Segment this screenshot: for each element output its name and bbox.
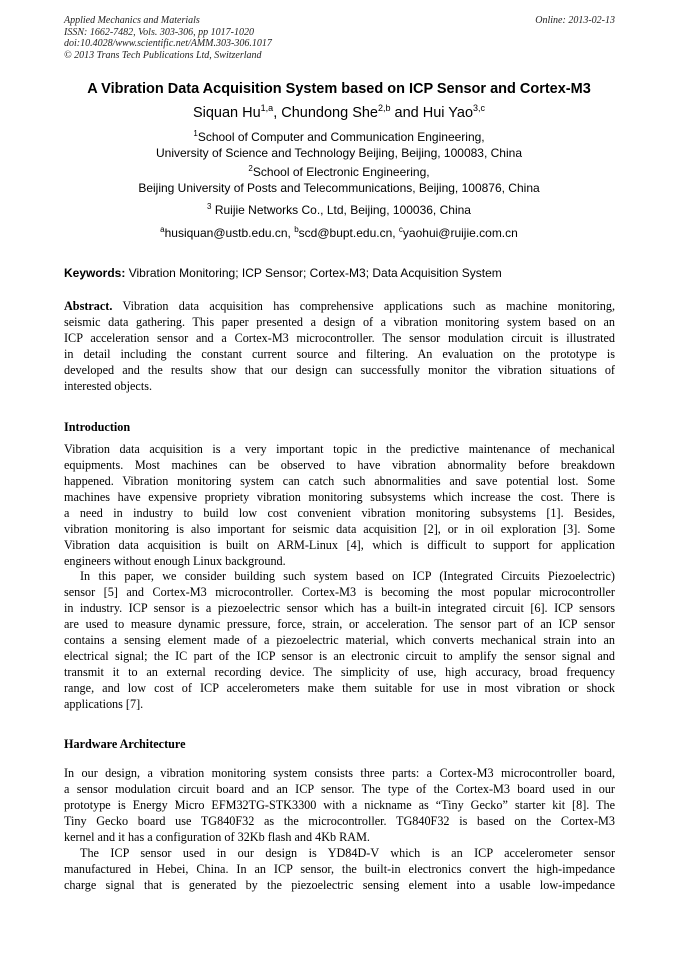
affiliation-1: $^1$School of Computer and Communication Engineering, University of Science and Technology Beijing, Beijing, 100083, China — [155, 129, 522, 160]
section-heading-introduction: Introduction — [64, 420, 131, 434]
keywords — [64, 266, 615, 280]
journal-header — [64, 15, 615, 61]
hardware-paragraph-1: In our design, a vibration monitoring system consists three parts: a Cortex-M3 microcontroller board, a sensor modulation circuit board and an ICP sensor. The type of the Cortex-M3 board used in our prototype is Energy Micro EFM32TG-STK3300 with a nickname as “Tiny Gecko” starter kit [8]. The Tiny Gecko board use TG840F32 as the microcontroller. TG840F32 is based on the Cortex-M3 kernel and it has a configuration of 32Kb flash and 4Kb RAM. — [64, 766, 615, 844]
affiliation-2: $^2$School of Electronic Engineering, Beijing University of Posts and Telecommunications, Beijing, 100876, China — [138, 164, 540, 195]
journal-name: Applied Mechanics and Materials — [64, 15, 200, 26]
doi-line: doi:10.4028/www.scientific.net/AMM.303-306.1017 — [64, 38, 272, 49]
introduction-paragraph-2: In this paper, we consider building such system based on ICP (Integrated Circuits Piezoelectric) sensor [5] and Cortex-M3 microcontroller. Cortex-M3 is becoming the most popular microcontroller in industry. ICP sensor is a piezoelectric sensor which has a built-in integrated circuit [6]. ICP sensors are used to measure dynamic pressure, force, strain, or acceleration. The sensor part of an ICP sensor contains a sensing element made of a piezoelectric material, which converts mechanical strain into an electrical signal; the IC part of the ICP sensor is an electronic circuit to amplify the sensor signal and transmit it to an external recording device. The simplicity of use, high accuracy, broad frequency range, and low cost of ICP accelerometers make them suitable for use in most vibration or shock applications [7]. — [64, 569, 615, 711]
author-name: Chundong She — [281, 105, 378, 121]
email-line: $^a$husiquan@ustb.edu.cn, $^b$scd@bupt.edu.cn, $^c$yaohui@ruijie.com.cn — [160, 225, 518, 240]
issn-line: ISSN: 1662-7482, Vols. 303-306, pp 1017-1020 — [64, 26, 254, 38]
author-list: Siquan Hu$^{1,a}$, Chundong She$^{2,b}$ and Hui Yao$^{3,c}$ — [192, 103, 486, 121]
email-link[interactable]: husiquan@ustb.edu.cn, — [164, 226, 295, 240]
introduction-paragraph-1: Vibration data acquisition is a very important topic in the predictive maintenance of mechanical equipments. Most machines can be observed to have vibration abnormality before breakdown happened. Vibration monitoring system can catch such abnormalities and save potential lost. Some machines have expensive propriety vibration monitoring subsystems which increase the cost. There is a need in industry to build low cost convenient vibration monitoring subsystems [1]. Besides, vibration monitoring is also important for seismic data acquisition [2], or in oil exploration [3]. Some Vibration data acquisition is built on ARM-Linux [4], which is difficult to support for application engineers without enough Linux background. — [64, 442, 615, 568]
author-name: Hui Yao — [422, 105, 474, 121]
affiliation-3: $^3$ Ruijie Networks Co., Ltd, Beijing, 100036, China — [207, 202, 471, 217]
copyright-line: © 2013 Trans Tech Publications Ltd, Switzerland — [64, 49, 262, 61]
author-name: Siquan Hu — [192, 105, 261, 121]
keywords-text: Vibration Monitoring; ICP Sensor; Cortex-M3; Data Acquisition System — [125, 266, 502, 280]
online-date: Online: 2013-02-13 — [535, 15, 615, 26]
section-heading-hardware-architecture: Hardware Architecture — [64, 737, 186, 751]
abstract-label: Abstract. — [64, 299, 113, 313]
hardware-paragraph-2: The ICP sensor used in our design is YD84D-V which is an ICP accelerometer sensor manufactured in Hebei, China. In an ICP sensor, the built-in electronics convert the high-impedance charge signal that is generated by the piezoelectric sensing element into a usable low-impedance — [64, 846, 615, 892]
email-link[interactable]: scd@bupt.edu.cn, — [298, 226, 399, 240]
email-link[interactable]: yaohui@ruijie.com.cn — [402, 226, 518, 240]
author-superscript: 3,c — [473, 103, 486, 113]
abstract: Abstract. Vibration data acquisition has comprehensive applications such as machine monitoring, seismic data gathering. This paper presented a design of a vibration monitoring system based on an ICP acceleration sensor and a Cortex-M3 microcontroller. The sensor modulation circuit is illustrated in detail including the constant current source and filtering. An evaluation on the prototype is developed and the results show that our design can successfully monitor the vibration situations of interested objects. — [64, 299, 615, 393]
keywords-label: Keywords: — [64, 266, 126, 280]
author-superscript: 2,b — [378, 103, 391, 113]
author-superscript: 1,a — [260, 103, 274, 113]
paper-title: A Vibration Data Acquisition System based on ICP Sensor and Cortex-M3 — [87, 81, 591, 97]
